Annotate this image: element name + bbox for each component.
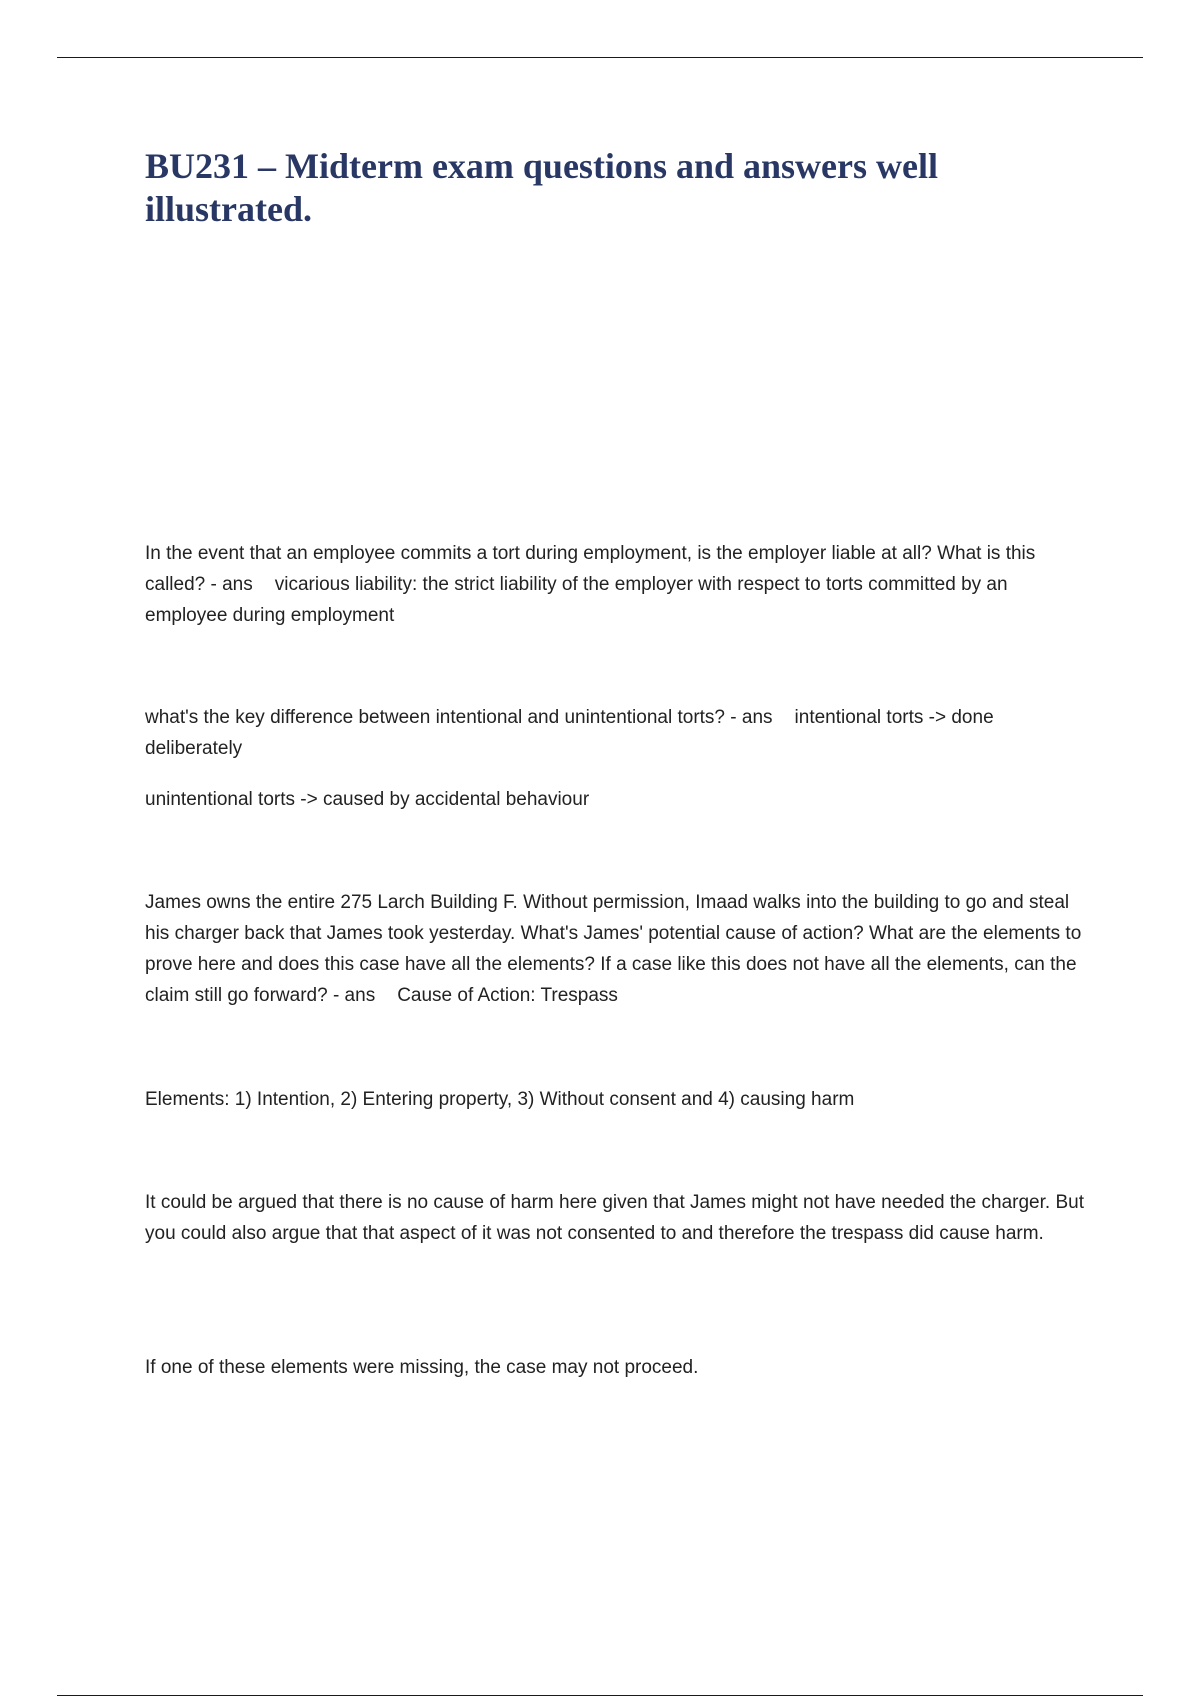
document-title: BU231 – Midterm exam questions and answers well illustrated. bbox=[145, 146, 938, 229]
answer-3-conclusion: If one of these elements were missing, the case may not proceed. bbox=[145, 1357, 699, 1378]
answer-3-elements: Elements: 1) Intention, 2) Entering property, 3) Without consent and 4) causing harm bbox=[145, 1089, 855, 1110]
answer-3-argument: It could be argued that there is no cause of harm here given that James might not have needed the charger. But you could also argue that that aspect of it was not consented to and therefore the trespass did cause harm. bbox=[145, 1192, 1084, 1244]
answer-1: vicarious liability: the strict liability of the employer with respect to torts committed by an employee during employment bbox=[145, 574, 1008, 626]
answer-2-continued: unintentional torts -> caused by accidental behaviour bbox=[145, 789, 590, 810]
bottom-rule bbox=[57, 1695, 1143, 1696]
qa-3 bbox=[145, 887, 1085, 1011]
answer-3: Cause of Action: Trespass bbox=[397, 985, 618, 1006]
question-2: what's the key difference between intentional and unintentional torts? - ans bbox=[145, 707, 773, 728]
qa-2 bbox=[145, 702, 1085, 764]
question-1: In the event that an employee commits a tort during employment, is the employer liable at all? What is this called? - ans bbox=[145, 543, 1036, 595]
qa-1 bbox=[145, 538, 1085, 631]
question-3: James owns the entire 275 Larch Building F. Without permission, Imaad walks into the building to go and steal his charger back that James took yesterday. What's James' potential cause of action? What are the elements to prove here and does this case have all the elements? If a case like this does not have all the elements, can the claim still go forward? - ans bbox=[145, 892, 1082, 1006]
answer-2: intentional torts -> done deliberately bbox=[145, 707, 994, 759]
top-rule bbox=[57, 57, 1143, 58]
